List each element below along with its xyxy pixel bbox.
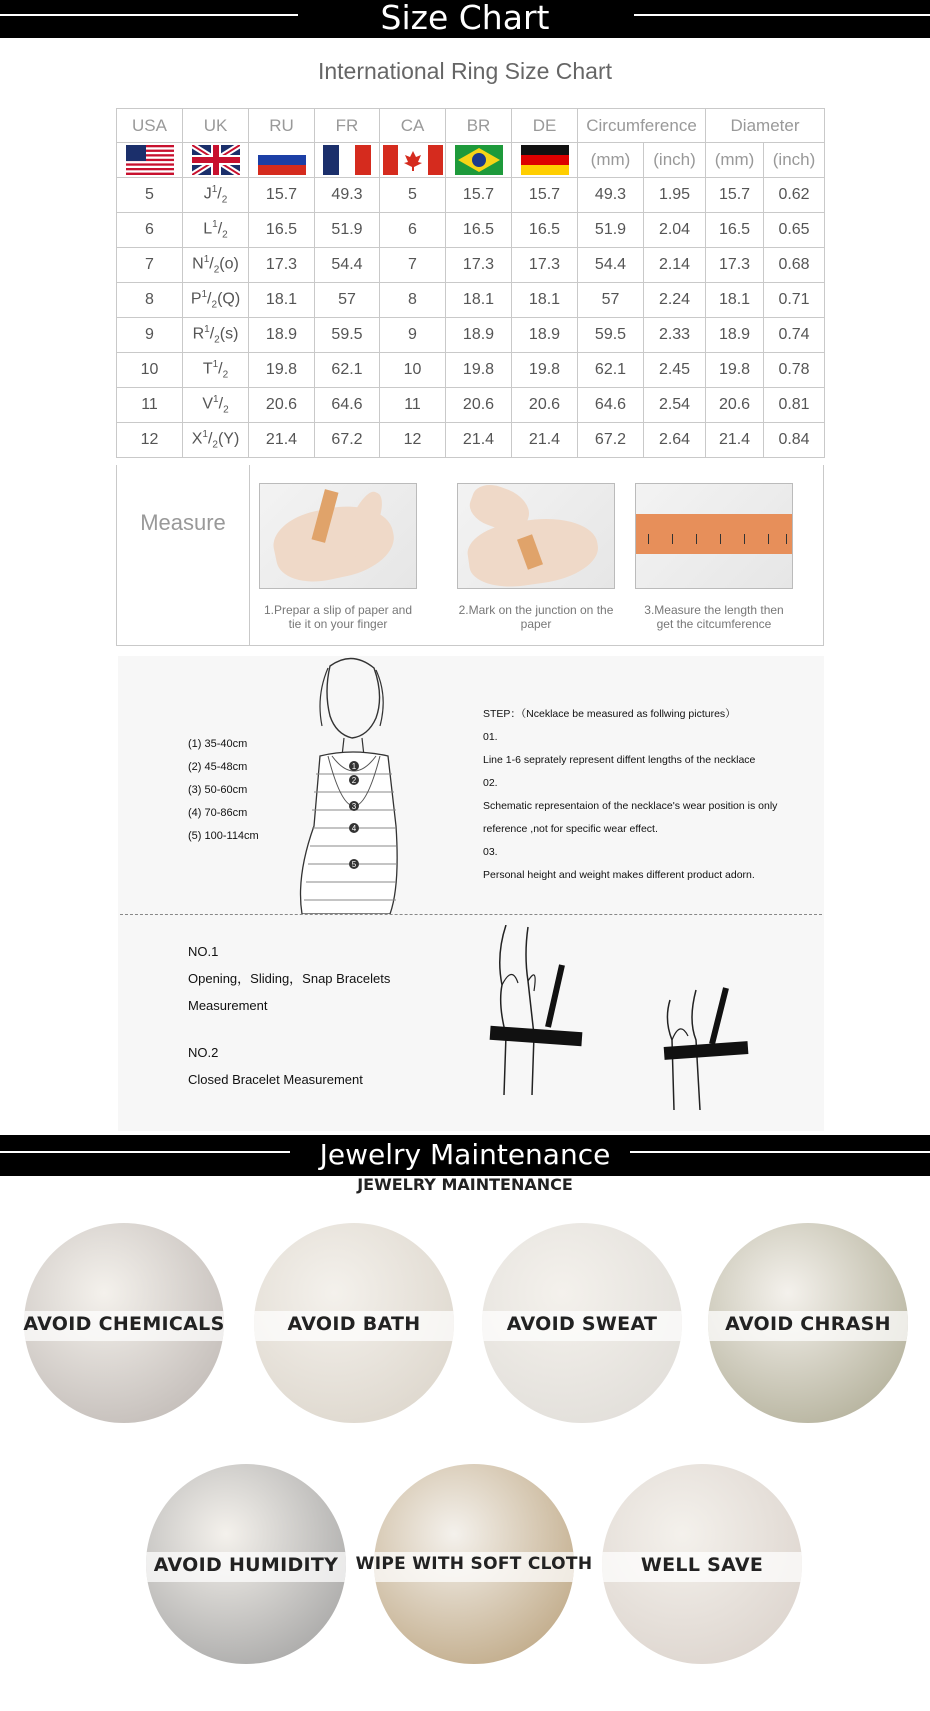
- cell-ca: 7: [380, 248, 446, 283]
- cell-usa: 10: [117, 353, 183, 388]
- unit-dia-mm: (mm): [706, 143, 764, 178]
- jewelry-maintenance-banner: [0, 1135, 930, 1176]
- cell-br: 21.4: [446, 423, 512, 458]
- cell-uk: $V^1/_2$: [183, 388, 249, 423]
- cell-dia-in: 0.65: [764, 213, 825, 248]
- cell-ru: 19.8: [249, 353, 315, 388]
- brazil-flag-icon: [455, 145, 503, 175]
- measure-step-1-caption: 1.Prepar a slip of paper and tie it on your finger: [263, 603, 413, 631]
- france-flag-icon: [323, 145, 371, 175]
- cell-dia-mm: 19.8: [706, 353, 764, 388]
- measure-section: [116, 465, 824, 646]
- unit-circ-inch: (inch): [644, 143, 706, 178]
- cell-circ-in: 2.14: [644, 248, 706, 283]
- necklace-step-line-7: 03.: [483, 846, 498, 858]
- wrist-measure-open-icon: [488, 925, 598, 1095]
- cell-br: 18.1: [446, 283, 512, 318]
- maintenance-label: AVOID HUMIDITY: [153, 1554, 339, 1576]
- flag-row: [117, 143, 825, 178]
- header-uk: UK: [183, 109, 249, 143]
- table-row: [117, 283, 825, 318]
- cell-usa: 5: [117, 178, 183, 213]
- size-chart-title: Size Chart: [380, 0, 550, 37]
- cell-circ-mm: 51.9: [578, 213, 644, 248]
- jewelry-maintenance-title: Jewelry Maintenance: [319, 1138, 611, 1171]
- cell-usa: 11: [117, 388, 183, 423]
- table-row: [117, 318, 825, 353]
- flag-ru-cell: [249, 143, 315, 178]
- cell-circ-in: 1.95: [644, 178, 706, 213]
- header-br: BR: [446, 109, 512, 143]
- cell-circ-in: 2.33: [644, 318, 706, 353]
- cell-dia-mm: 21.4: [706, 423, 764, 458]
- cell-dia-mm: 20.6: [706, 388, 764, 423]
- germany-flag-icon: [521, 145, 569, 175]
- marker-label-1: 1: [351, 762, 357, 771]
- marker-label-4: 4: [351, 824, 357, 833]
- cell-ca: 9: [380, 318, 446, 353]
- cell-ru: 18.1: [249, 283, 315, 318]
- cell-dia-in: 0.78: [764, 353, 825, 388]
- cell-ru: 18.9: [249, 318, 315, 353]
- necklace-step-line-8: Personal height and weight makes different product adorn.: [483, 869, 755, 881]
- necklace-step-line-1: STEP：（Nceklace be measured as follwing pictures）: [483, 708, 736, 720]
- cell-de: 18.1: [512, 283, 578, 318]
- header-de: DE: [512, 109, 578, 143]
- cell-de: 15.7: [512, 178, 578, 213]
- cell-fr: 64.6: [315, 388, 380, 423]
- necklace-step-line-3: Line 1-6 seprately represent diffent lengths of the necklace: [483, 754, 756, 766]
- dashed-divider: [120, 914, 822, 915]
- measure-step-1: [259, 483, 417, 631]
- maintenance-label: AVOID CHEMICALS: [23, 1313, 225, 1335]
- cell-dia-in: 0.62: [764, 178, 825, 213]
- cell-de: 16.5: [512, 213, 578, 248]
- cell-dia-mm: 16.5: [706, 213, 764, 248]
- cell-uk: $P^1/_2(Q)$: [183, 283, 249, 318]
- necklace-step-line-6: reference ,not for specific wear effect.: [483, 823, 658, 835]
- bracelet-instructions: [188, 938, 390, 1093]
- cell-usa: 8: [117, 283, 183, 318]
- flag-usa-cell: [117, 143, 183, 178]
- necklace-length-2: (2) 45-48cm: [188, 761, 248, 773]
- cell-ca: 6: [380, 213, 446, 248]
- measure-step-2: [457, 483, 615, 631]
- header-usa: USA: [117, 109, 183, 143]
- cell-circ-mm: 62.1: [578, 353, 644, 388]
- uk-flag-icon: [192, 145, 240, 175]
- cell-dia-in: 0.68: [764, 248, 825, 283]
- usa-flag-icon: [126, 145, 174, 175]
- cell-circ-mm: 64.6: [578, 388, 644, 423]
- cell-ru: 21.4: [249, 423, 315, 458]
- bracelet-no1-line1: Opening，Sliding，Snap Bracelets: [188, 971, 391, 986]
- ring-chart-title: International Ring Size Chart: [317, 58, 613, 84]
- cell-fr: 54.4: [315, 248, 380, 283]
- cell-br: 16.5: [446, 213, 512, 248]
- cell-uk: $N^1/_2(o)$: [183, 248, 249, 283]
- cell-br: 19.8: [446, 353, 512, 388]
- marker-label-3: 3: [351, 802, 357, 811]
- cell-ru: 15.7: [249, 178, 315, 213]
- cell-uk: $T^1/_2$: [183, 353, 249, 388]
- cell-circ-mm: 49.3: [578, 178, 644, 213]
- cell-de: 21.4: [512, 423, 578, 458]
- maintenance-label: WELL SAVE: [640, 1554, 764, 1576]
- cell-dia-mm: 15.7: [706, 178, 764, 213]
- measure-step-3-caption: 3.Measure the length then get the citcumference: [644, 603, 784, 631]
- cell-ca: 5: [380, 178, 446, 213]
- cell-br: 15.7: [446, 178, 512, 213]
- bracelet-no1: NO.1: [188, 944, 219, 959]
- marker-label-5: 5: [351, 860, 357, 869]
- cell-ru: 17.3: [249, 248, 315, 283]
- size-chart-banner: [0, 0, 930, 38]
- measure-step-3: [635, 483, 793, 631]
- table-row: [117, 213, 825, 248]
- cell-uk: $R^1/_2(s)$: [183, 318, 249, 353]
- ring-size-rows: [117, 178, 825, 458]
- cell-usa: 7: [117, 248, 183, 283]
- flag-fr-cell: [315, 143, 380, 178]
- cell-de: 17.3: [512, 248, 578, 283]
- ruler-photo-icon: [635, 483, 793, 589]
- cell-dia-in: 0.84: [764, 423, 825, 458]
- cell-ca: 10: [380, 353, 446, 388]
- cell-dia-in: 0.71: [764, 283, 825, 318]
- hand-marking-photo-icon: [457, 483, 615, 589]
- cell-fr: 49.3: [315, 178, 380, 213]
- cell-circ-mm: 59.5: [578, 318, 644, 353]
- bracelet-no2: NO.2: [188, 1045, 219, 1060]
- cell-circ-in: 2.54: [644, 388, 706, 423]
- cell-fr: 67.2: [315, 423, 380, 458]
- cell-circ-in: 2.24: [644, 283, 706, 318]
- cell-ca: 8: [380, 283, 446, 318]
- wrist-measure-closed-icon: [660, 960, 770, 1130]
- cell-br: 18.9: [446, 318, 512, 353]
- necklace-lengths-list: [188, 733, 259, 848]
- cell-usa: 6: [117, 213, 183, 248]
- necklace-step-line-2: 01.: [483, 731, 498, 743]
- cell-fr: 62.1: [315, 353, 380, 388]
- measure-label: Measure: [140, 510, 226, 535]
- maintenance-label: AVOID BATH: [287, 1313, 421, 1335]
- flag-br-cell: [446, 143, 512, 178]
- flag-uk-cell: [183, 143, 249, 178]
- cell-uk: $X^1/_2(Y)$: [183, 423, 249, 458]
- header-ca: CA: [380, 109, 446, 143]
- cell-circ-in: 2.45: [644, 353, 706, 388]
- cell-dia-in: 0.81: [764, 388, 825, 423]
- cell-uk: $J^1/_2$: [183, 178, 249, 213]
- header-row: [117, 109, 825, 143]
- cell-dia-mm: 18.1: [706, 283, 764, 318]
- necklace-step-line-4: 02.: [483, 777, 498, 789]
- cell-de: 18.9: [512, 318, 578, 353]
- bracelet-no2-line1: Closed Bracelet Measurement: [188, 1072, 363, 1087]
- necklace-length-1: (1) 35-40cm: [188, 738, 248, 750]
- unit-dia-inch: (inch): [764, 143, 825, 178]
- cell-ca: 11: [380, 388, 446, 423]
- cell-br: 20.6: [446, 388, 512, 423]
- header-ru: RU: [249, 109, 315, 143]
- table-row: [117, 248, 825, 283]
- necklace-woman-illustration-icon: [292, 656, 442, 914]
- flag-ca-cell: [380, 143, 446, 178]
- necklace-step-line-5: Schematic representaion of the necklace's wear position is only: [483, 800, 778, 812]
- header-circumference: Circumference: [578, 109, 706, 143]
- cell-fr: 51.9: [315, 213, 380, 248]
- bracelet-no1-line2: Measurement: [188, 998, 268, 1013]
- table-row: [117, 353, 825, 388]
- marker-label-2: 2: [351, 776, 357, 785]
- flag-de-cell: [512, 143, 578, 178]
- table-row: [117, 388, 825, 423]
- cell-de: 19.8: [512, 353, 578, 388]
- header-fr: FR: [315, 109, 380, 143]
- cell-fr: 59.5: [315, 318, 380, 353]
- cell-circ-in: 2.64: [644, 423, 706, 458]
- maintenance-label: AVOID SWEAT: [506, 1313, 658, 1335]
- maintenance-label: WIPE WITH SOFT CLOTH: [355, 1554, 593, 1574]
- measure-divider: [249, 465, 250, 645]
- cell-dia-mm: 17.3: [706, 248, 764, 283]
- cell-ru: 16.5: [249, 213, 315, 248]
- cell-usa: 12: [117, 423, 183, 458]
- cell-dia-mm: 18.9: [706, 318, 764, 353]
- cell-usa: 9: [117, 318, 183, 353]
- header-diameter: Diameter: [706, 109, 825, 143]
- ring-size-table: [116, 108, 825, 458]
- necklace-length-5: (5) 100-114cm: [188, 830, 259, 842]
- hand-paper-strip-photo-icon: [259, 483, 417, 589]
- cell-circ-mm: 54.4: [578, 248, 644, 283]
- cell-circ-in: 2.04: [644, 213, 706, 248]
- necklace-steps: [483, 703, 777, 887]
- cell-de: 20.6: [512, 388, 578, 423]
- cell-circ-mm: 67.2: [578, 423, 644, 458]
- unit-circ-mm: (mm): [578, 143, 644, 178]
- cell-uk: $L^1/_2$: [183, 213, 249, 248]
- table-row: [117, 423, 825, 458]
- necklace-length-4: (4) 70-86cm: [188, 807, 248, 819]
- cell-circ-mm: 57: [578, 283, 644, 318]
- cell-fr: 57: [315, 283, 380, 318]
- necklace-length-3: (3) 50-60cm: [188, 784, 248, 796]
- table-row: [117, 178, 825, 213]
- cell-ca: 12: [380, 423, 446, 458]
- cell-br: 17.3: [446, 248, 512, 283]
- cell-ru: 20.6: [249, 388, 315, 423]
- jewelry-maintenance-subtitle: JEWELRY MAINTENANCE: [357, 1175, 573, 1194]
- cell-dia-in: 0.74: [764, 318, 825, 353]
- maintenance-label: AVOID CHRASH: [725, 1313, 891, 1335]
- russia-flag-icon: [258, 145, 306, 175]
- measure-step-2-caption: 2.Mark on the junction on the paper: [458, 603, 614, 631]
- canada-flag-icon: [383, 145, 443, 175]
